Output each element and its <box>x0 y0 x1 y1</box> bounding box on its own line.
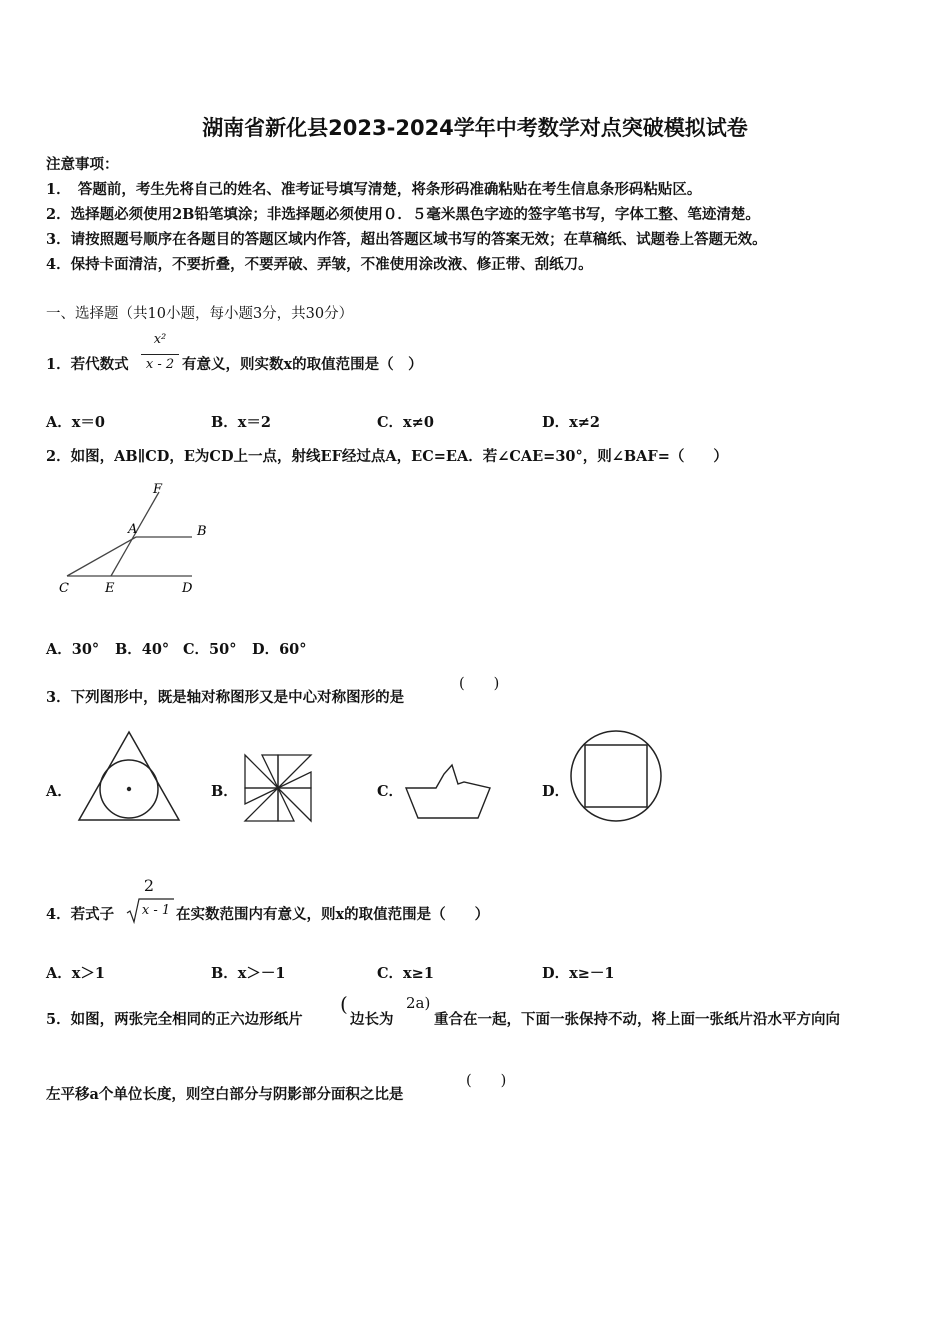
q1-suffix: 有意义，则实数x的取值范围是（ ） <box>182 356 423 373</box>
label-e: E <box>105 581 115 596</box>
notice-item-3: 3．请按照题号顺序在各题目的答题区域内作答，超出答题区域书写的答案无效；在草稿纸、试题卷上答题无效。 <box>46 231 767 248</box>
q4-fraction-denominator: x - 1 <box>141 903 171 918</box>
q2-option-a: A．30° <box>46 641 100 658</box>
notice-heading: 注意事项： <box>46 156 119 173</box>
q1-option-a: A．x＝0 <box>46 414 105 431</box>
q5-part2: 重合在一起，下面一张保持不动，将上面一张纸片沿水平方向向 <box>434 1011 840 1028</box>
q1-prefix: 1．若代数式 <box>46 356 129 373</box>
q5-line2: 左平移a个单位长度，则空白部分与阴影部分面积之比是 <box>46 1086 404 1103</box>
label-a: A <box>128 522 138 537</box>
q3-text: 3．下列图形中，既是轴对称图形又是中心对称图形的是 <box>46 689 405 706</box>
q5-paren-open: ( <box>340 992 348 1016</box>
q1-option-b: B．x＝2 <box>211 414 271 431</box>
line-ca <box>67 537 136 576</box>
q1-option-d: D．x≠2 <box>542 414 600 431</box>
label-f: F <box>153 482 163 497</box>
q1-fraction-denominator: x - 2 <box>145 357 175 372</box>
q4-option-a: A．x＞1 <box>46 965 105 982</box>
q4-option-c: C．x≥1 <box>377 965 434 982</box>
notice-item-2: 2．选择题必须使用2B铅笔填涂；非选择题必须使用０．５毫米黑色字迹的签字笔书写，字体工整、笔迹清楚。 <box>46 206 760 223</box>
label-b: B <box>197 524 207 539</box>
label-d: D <box>182 581 193 596</box>
q5-part1: 5．如图，两张完全相同的正六边形纸片 <box>46 1011 303 1028</box>
q3-option-c-label: C． <box>377 783 404 800</box>
q3-figure-c-boat <box>404 762 492 820</box>
q4-suffix: 在实数范围内有意义，则x的取值范围是（ ） <box>176 906 490 923</box>
q2-geometry-figure <box>55 480 215 600</box>
q1-option-c: C．x≠0 <box>377 414 434 431</box>
q2-text: 2．如图，AB∥CD，E为CD上一点，射线EF经过点A，EC=EA．若∠CAE=30°，则∠BAF=（ ） <box>46 448 728 465</box>
q4-prefix: 4．若式子 <box>46 906 115 923</box>
notice-item-4: 4．保持卡面清洁，不要折叠，不要弄破、弄皱，不准使用涂改液、修正带、刮纸刀。 <box>46 256 593 273</box>
q3-figure-b-pinwheel <box>244 754 312 822</box>
q4-option-d: D．x≥－1 <box>542 965 615 982</box>
q5-expression: 2a) <box>406 994 431 1012</box>
section-heading: 一、选择题（共10小题，每小题3分，共30分） <box>46 306 354 322</box>
q2-option-b: B．40° <box>115 641 170 658</box>
q3-option-d-label: D． <box>542 783 570 800</box>
q2-option-d: D．60° <box>252 641 307 658</box>
q1-fraction-bar <box>141 354 179 355</box>
notice-item-1: 1． 答题前，考生先将自己的姓名、准考证号填写清楚，将条形码准确粘贴在考生信息条形码粘贴区。 <box>46 181 702 198</box>
q5-paren: ( ) <box>466 1073 507 1089</box>
q3-option-a-label: A． <box>46 783 72 800</box>
page-title: 湖南省新化县2023-2024学年中考数学对点突破模拟试卷 <box>202 116 748 140</box>
q4-fraction-numerator: 2 <box>143 876 155 895</box>
q5-mid: 边长为 <box>350 1011 394 1028</box>
q1-fraction-numerator: x² <box>153 332 167 347</box>
q4-option-b: B．x＞－1 <box>211 965 286 982</box>
q3-option-b-label: B． <box>211 783 238 800</box>
label-c: C <box>59 581 69 596</box>
q3-figure-a-triangle-circle <box>78 730 182 822</box>
q2-option-c: C．50° <box>183 641 237 658</box>
q3-paren: ( ) <box>459 676 500 692</box>
q3-figure-d-circle-square <box>570 730 664 824</box>
